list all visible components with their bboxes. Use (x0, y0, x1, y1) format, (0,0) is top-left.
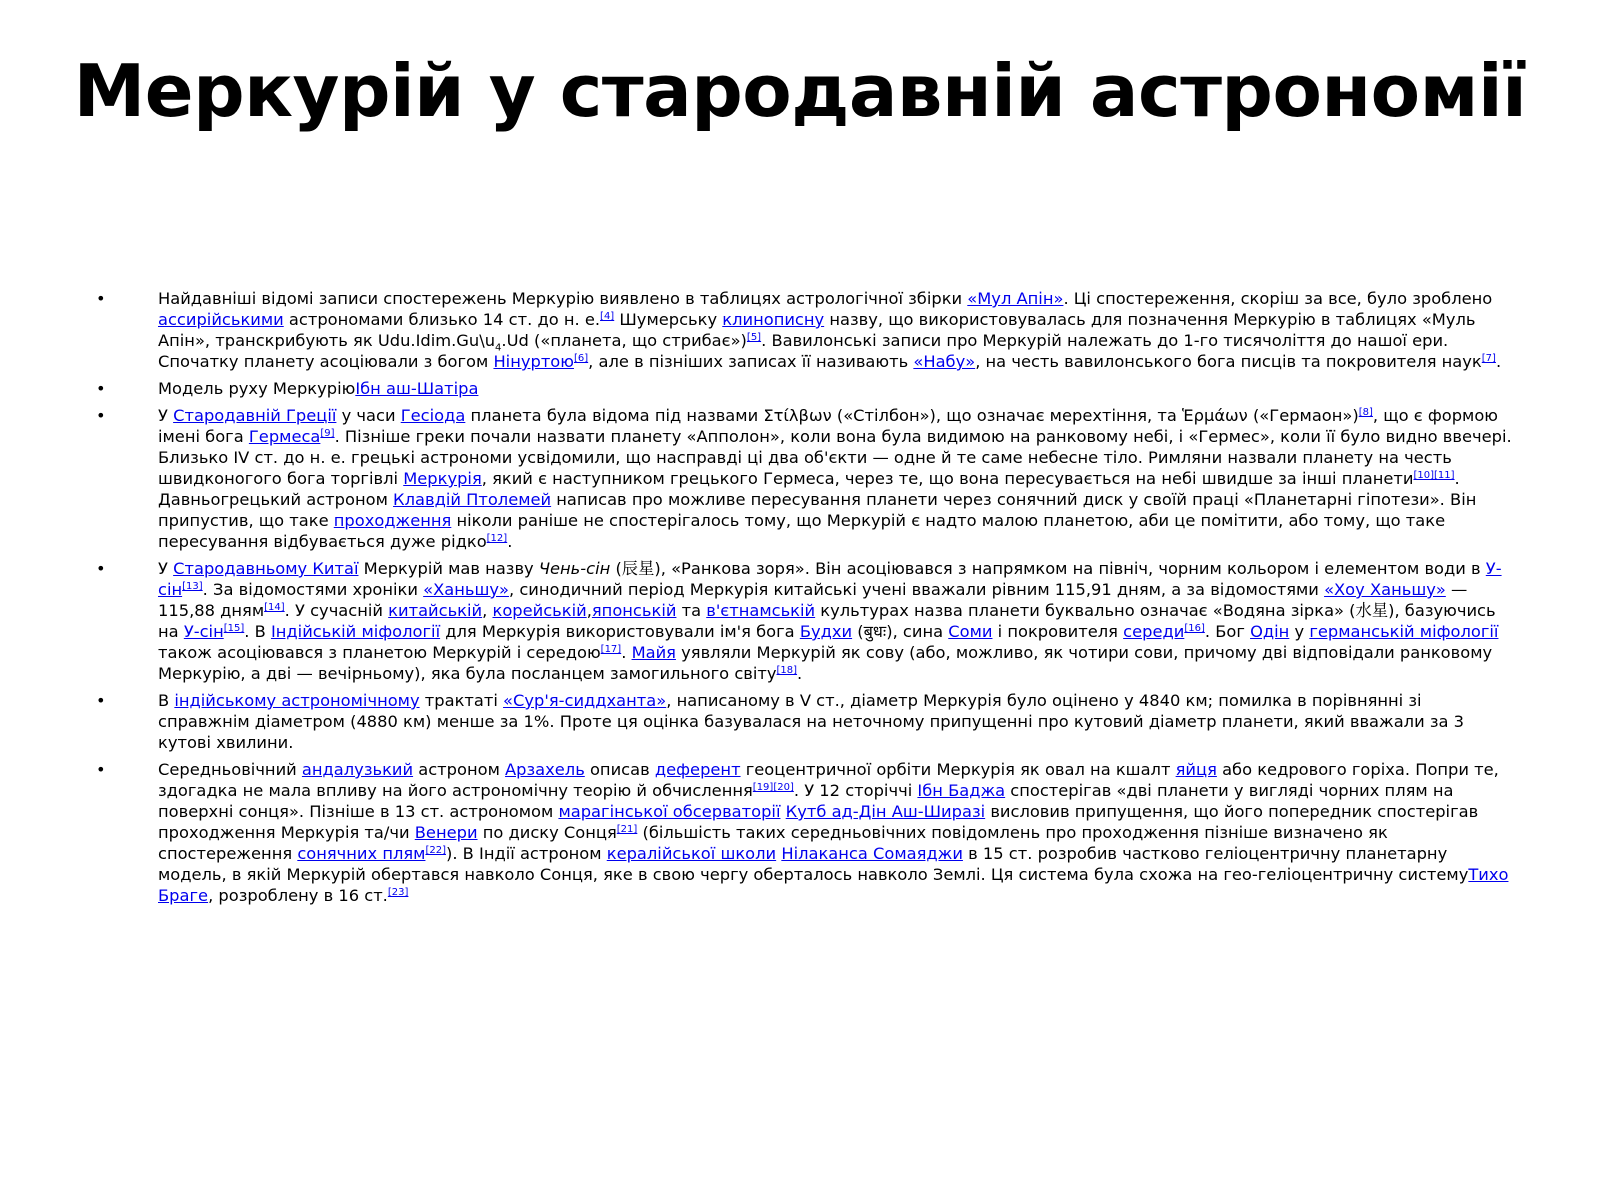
link-hou-hanshu[interactable]: «Хоу Ханьшу» (1324, 580, 1446, 599)
text: Середньовічний (158, 760, 302, 779)
bullet-dot: • (96, 379, 106, 398)
link-odin[interactable]: Одін (1250, 622, 1290, 641)
bullet-item (96, 288, 1514, 372)
link-indian-mythology[interactable]: Індійській міфології (270, 622, 441, 641)
text: геоцентричної орбіти Меркурія як овал на кшалт (740, 760, 1176, 779)
text: спостерігав «дві планети у вигляді чорних плям на поверхні сонця». Пізніше в 13 ст. астрономом (158, 781, 1454, 821)
text: , написаному в V ст., діаметр Меркурія було оцінено у 4840 км; помилка в порівнянні зі справжнім діаметром (4880 км) менше за 1%. Проте ця оцінка базувалася на неточному припущенні про кутовий діаметр планети, який вважали за 3 кутові хвилини. (158, 691, 1465, 752)
text: Найдавніші відомі записи спостережень Меркурію виявлено в таблицях астрологічної збірки (158, 289, 968, 308)
text: . У сучасній (284, 601, 389, 620)
text: висловив припущення, що його попередник спостерігав проходження Меркурія та/чи (158, 802, 1479, 842)
link-andalusian[interactable]: андалузький (301, 760, 414, 779)
text: , що є формою імені бога (158, 406, 1499, 446)
bullet-dot: • (96, 691, 106, 710)
link-qutb-al-din-shirazi[interactable]: Кутб ад-Дін Аш-Ширазі (785, 802, 986, 821)
link-venus[interactable]: Венери (414, 823, 478, 842)
text: . (797, 664, 803, 683)
text: , який є наступником грецького Гермеса, через те, що вона пересувається на небі швидше за інші планети (481, 469, 1414, 488)
link-egg[interactable]: яйця (1175, 760, 1217, 779)
link-kerala-school[interactable]: кералійської школи (606, 844, 777, 863)
text: Модель руху Меркурію (158, 379, 356, 398)
link-deferent[interactable]: деферент (654, 760, 741, 779)
link-nabu[interactable]: «Набу» (913, 352, 976, 371)
text: , але в пізніших записах її називають (588, 352, 914, 371)
link-cuneiform[interactable]: клинописну (722, 310, 825, 329)
link-ancient-china[interactable]: Стародавньому Китаї (173, 559, 359, 578)
link-chinese[interactable]: китайській (388, 601, 483, 620)
link-ancient-greece[interactable]: Стародавній Греції (173, 406, 337, 425)
text: . (621, 643, 632, 662)
link-japanese[interactable]: японській (591, 601, 677, 620)
text: , (482, 601, 493, 620)
bullet-dot: • (96, 559, 106, 578)
ref-link[interactable]: [19][20] (752, 782, 794, 793)
subscript: 4 (495, 342, 502, 354)
link-mul-apin[interactable]: «Мул Апін» (967, 289, 1064, 308)
text: , (586, 601, 592, 620)
text: також асоціювався з планетою Меркурій і середою (158, 643, 601, 662)
ref-link[interactable]: [22] (425, 845, 446, 856)
ref-link[interactable]: [7] (1481, 353, 1496, 364)
text: , на честь вавилонського бога писців та покровителя наук (975, 352, 1482, 371)
text: та (676, 601, 707, 620)
link-wu-xing-2[interactable]: У-сін (183, 622, 224, 641)
text: описав (584, 760, 655, 779)
text: , розроблену в 16 ст. (208, 886, 388, 905)
link-arzachel[interactable]: Арзахель (505, 760, 585, 779)
bullet-dot: • (96, 406, 106, 425)
ref-link[interactable]: [17] (600, 644, 622, 655)
text: . В (244, 622, 271, 641)
slide-title: Меркурій у стародавній астрономії (73, 49, 1527, 133)
ref-link[interactable]: [13] (182, 581, 203, 592)
ref-link[interactable]: [8] (1358, 407, 1373, 418)
text: В (158, 691, 175, 710)
text: (辰星), «Ранкова зоря». Він асоціювався з напрямком на північ, чорним кольором і елементом води в (610, 559, 1486, 578)
ref-link[interactable]: [15] (223, 623, 245, 634)
link-maragheh-observatory[interactable]: марагінської обсерваторії (558, 802, 781, 821)
text: . У 12 сторіччі (793, 781, 918, 800)
text: по диску Сонця (477, 823, 617, 842)
bullet-item (96, 378, 1514, 399)
link-indian-astronomy[interactable]: індійському астрономічному (174, 691, 420, 710)
text: в 15 ст. розробив частково геліоцентричну планетарну модель, в якій Меркурій обертався навколо Сонця, яке в свою чергу оберталось навколо Землі. Ця система була схожа на гео-геліоцентричну систему (158, 844, 1469, 884)
text: (більшість таких середньовічних повідомлень про проходження пізніше визначено як спостереження (158, 823, 1388, 863)
ref-link[interactable]: [14] (264, 602, 285, 613)
link-wednesday[interactable]: середи (1123, 622, 1185, 641)
text: — 115,88 дням (158, 580, 1468, 620)
ref-link[interactable]: [23] (387, 887, 409, 898)
text: уявляли Меркурій як сову (або, можливо, як чотири сови, причому дві відповідали ранковому Меркурію, а дві — вечірньому), яка була посланцем замогильного світу (158, 643, 1493, 683)
text: написав про можливе пересування планети через сонячний диск у своїй праці «Планетарні гіпотези». Він припустив, що таке (158, 490, 1477, 530)
link-hermes[interactable]: Гермеса (248, 427, 321, 446)
link-ptolemy[interactable]: Клавдій Птолемей (393, 490, 552, 509)
text: Меркурій мав назву (358, 559, 539, 578)
ref-link[interactable]: [4] (600, 311, 615, 322)
text: . Бог (1204, 622, 1251, 641)
link-hanshu[interactable]: «Ханьшу» (423, 580, 509, 599)
link-ibn-bajja[interactable]: Ібн Баджа (917, 781, 1006, 800)
text: у часи (336, 406, 401, 425)
text: Шумерську (614, 310, 723, 329)
text: . Вавилонські записи про Меркурій належать до 1-го тисячоліття до нашої ери. Спочатку планету асоціювали з богом (158, 331, 1449, 371)
link-nilakantha-somayaji[interactable]: Нілаканса Сомаяджи (781, 844, 963, 863)
bullet-item (96, 558, 1514, 684)
link-sunspots[interactable]: сонячних плям (297, 844, 426, 863)
link-maya[interactable]: Майя (631, 643, 676, 662)
text: трактаті (419, 691, 504, 710)
ref-link[interactable]: [18] (776, 665, 798, 676)
link-ibn-al-shatir[interactable]: Ібн аш-Шатіра (355, 379, 479, 398)
text: або кедрового горіха. Попри те, здогадка не мала впливу на його астрономічну теорію й обчислення (158, 760, 1499, 800)
link-tycho-brahe[interactable]: Тихо Браге (158, 865, 1509, 905)
link-vietnamese[interactable]: в'єтнамській (706, 601, 816, 620)
text: і покровителя (992, 622, 1124, 641)
text: астрономами близько 14 ст. до н. е. (283, 310, 601, 329)
text: . (507, 532, 513, 551)
text: для Меркурія використовували ім'я бога (440, 622, 800, 641)
link-transit[interactable]: проходження (333, 511, 452, 530)
text: ніколи раніше не спостерігалось тому, що Меркурій є надто малою планетою, аби це помітити, або тому, що таке пересування відбувається дуже рідко (158, 511, 1446, 551)
bullet-dot: • (96, 289, 106, 308)
link-korean[interactable]: корейській (492, 601, 587, 620)
ref-link[interactable]: [6] (573, 353, 589, 364)
ref-link[interactable]: [9] (320, 428, 335, 439)
link-soma[interactable]: Соми (948, 622, 993, 641)
text: . За відомостями хроніки (202, 580, 424, 599)
bullet-dot: • (96, 760, 106, 779)
ref-link[interactable]: [10][11] (1413, 470, 1455, 481)
link-ninurta[interactable]: Нінуртою (493, 352, 574, 371)
text: . Ці спостереження, скоріш за все, було зроблено (1063, 289, 1493, 308)
ref-link[interactable]: [21] (616, 824, 638, 835)
link-surya-siddhanta[interactable]: «Сур'я-сиддханта» (503, 691, 667, 710)
ref-link[interactable]: [16] (1184, 623, 1205, 634)
text: . Пізніше греки почали назвати планету «Апполон», коли вона була видимою на ранковому небі, і «Гермес», коли її було видно ввечері. Близько IV ст. до н. е. грецькі астрономи усвідомили, що насправді ці два об'єкти — одне й те саме небесне тіло. Римляни назвали планету на честь швидконогого бога торгівлі (158, 427, 1512, 488)
text: ). В Індії астроном (445, 844, 607, 863)
link-assyrian[interactable]: ассирійськими (158, 310, 284, 329)
link-germanic-mythology[interactable]: германській міфології (1309, 622, 1499, 641)
text: . (1495, 352, 1502, 371)
text: планета була відома під назвами Στίλβων («Стілбон»), що означає мерехтіння, та Ἑρμάων («Гермаон») (465, 406, 1359, 425)
bullet-list (96, 288, 1514, 912)
text: астроном (413, 760, 506, 779)
bullet-item (96, 405, 1514, 552)
link-wu-xing[interactable]: У-сін (158, 559, 1502, 599)
text: (बुधः), сина (852, 622, 949, 641)
ref-link[interactable]: [5] (746, 332, 762, 343)
text: У (158, 406, 174, 425)
bullet-item (96, 690, 1514, 753)
text: . Давньогрецький астроном (158, 469, 1460, 509)
text: У (158, 559, 174, 578)
bullet-item (96, 759, 1514, 906)
link-budha[interactable]: Будхи (799, 622, 853, 641)
text: у (1289, 622, 1310, 641)
text: культурах назва планети буквально означає «Водяна зірка» (水星), базуючись на (158, 601, 1496, 641)
text: , синодичний період Меркурія китайські учені вважали рівним 115,91 дням, а за відомостями (508, 580, 1325, 599)
link-hesiod[interactable]: Гесіода (400, 406, 466, 425)
italic-text: Чень-сін (538, 559, 611, 578)
text: .Ud («планета, що стрибає») (501, 331, 747, 350)
text: назву, що використовувалась для позначення Меркурію в таблицях «Муль Апін», транскрибують як Udu.Idim.Gu\u (158, 310, 1476, 350)
link-mercury-god[interactable]: Меркурія (403, 469, 482, 488)
ref-link[interactable]: [12] (486, 533, 508, 544)
